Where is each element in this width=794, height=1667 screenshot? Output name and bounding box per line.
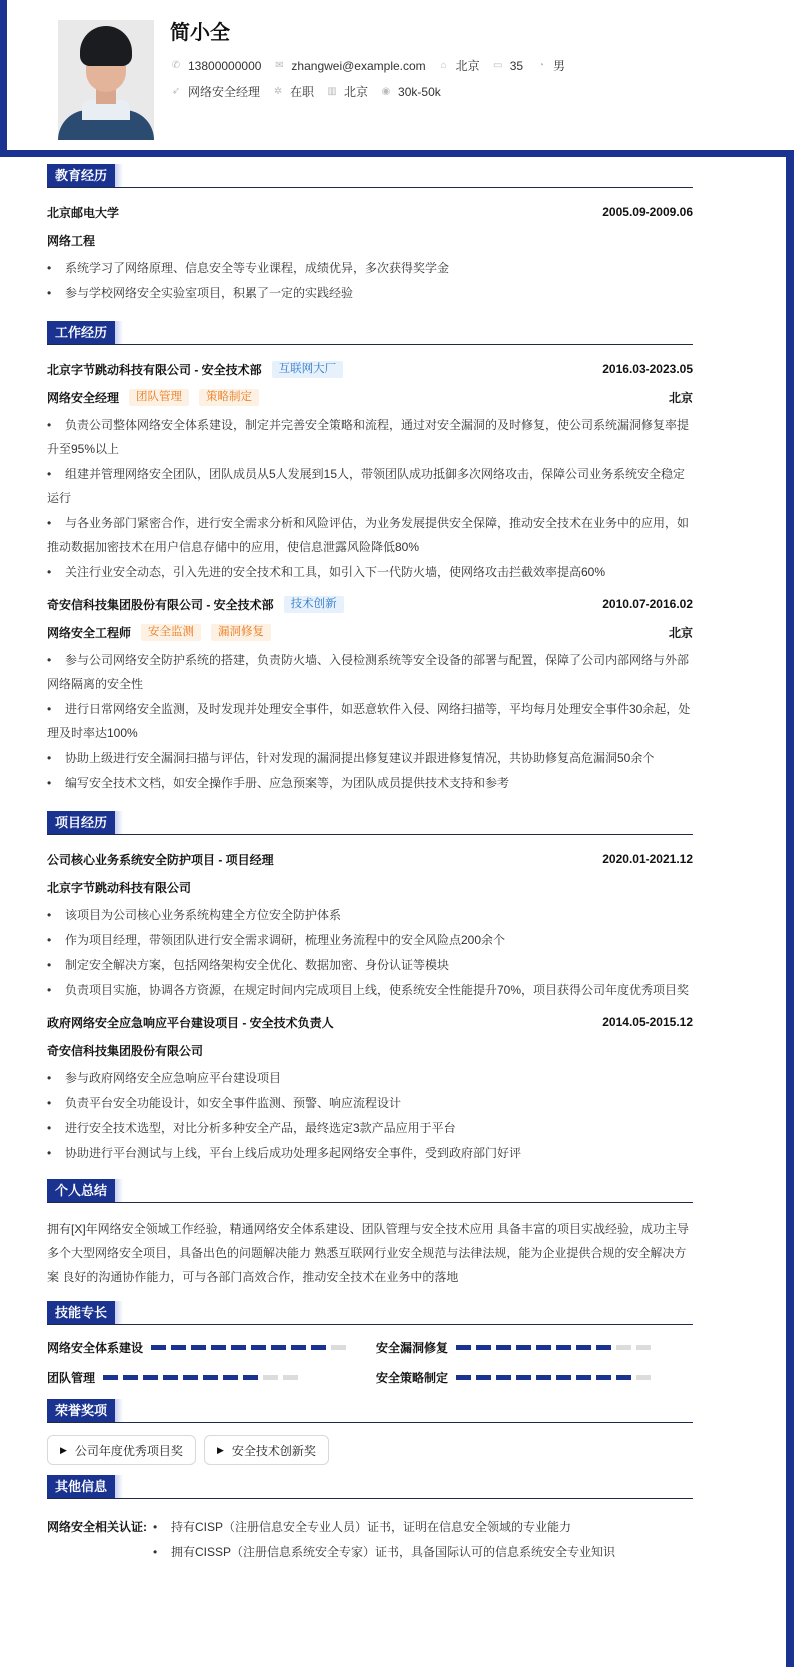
school-name: 北京邮电大学 <box>47 205 120 220</box>
frame-right-border <box>786 150 794 1667</box>
work-company-row <box>47 355 693 383</box>
skill-segment <box>263 1375 278 1380</box>
education-period: 2005.09-2009.06 <box>602 205 693 219</box>
project-bullets <box>47 1066 693 1165</box>
skill-segment <box>456 1375 471 1380</box>
avatar-photo <box>58 20 154 140</box>
skill-segment <box>516 1375 531 1380</box>
job-intent-row <box>170 83 453 100</box>
list-item: • 作为项目经理，带领团队进行安全需求调研，梳理业务流程中的安全风险点200余个 <box>47 928 693 952</box>
position-title: 网络安全经理 <box>47 390 120 405</box>
skill-level-bar <box>456 1345 656 1350</box>
skill-level-bar <box>151 1345 351 1350</box>
list-item: • 系统学习了网络原理、信息安全等专业课程，成绩优异，多次获得奖学金 <box>47 256 693 280</box>
work-position-row <box>47 383 693 411</box>
skill-segment <box>576 1345 591 1350</box>
job-status: ✲ 在职 <box>273 85 315 99</box>
skill-segment <box>496 1345 511 1350</box>
other-section <box>47 1475 693 1565</box>
job-salary: ◉ 30k-50k <box>381 84 441 99</box>
education-bullets <box>47 256 693 305</box>
summary-text: 拥有[X]年网络安全领域工作经验，精通网络安全体系建设、团队管理与安全技术应用 具备丰富的项目实战经验，成功主导多个大型网络安全项目，具备出色的问题解决能力 熟悉互联网行业安全规范与法律法规，能为企业提供合规的安全解决方案 良好的沟通协作能力，可与各部门高效合作，推动安全技术在业务中的落地 <box>47 1222 690 1284</box>
skill-segment <box>203 1375 218 1380</box>
skill-segment <box>291 1345 306 1350</box>
award-chip: ▶ 公司年度优秀项目奖 <box>47 1435 196 1465</box>
section-title: 教育经历 <box>47 164 115 187</box>
work-bullets <box>47 413 693 584</box>
skill-segment <box>151 1345 166 1350</box>
work-location: 北京 <box>668 625 693 640</box>
certifications-label: 网络安全相关认证: <box>47 1520 147 1534</box>
skill-segment <box>163 1375 178 1380</box>
salary-icon: ◉ <box>381 86 391 97</box>
skill-segment <box>103 1375 118 1380</box>
work-location: 北京 <box>668 390 693 405</box>
work-period: 2016.03-2023.05 <box>602 362 693 376</box>
job-city: ▥ 北京 <box>327 85 369 99</box>
skill-segment <box>596 1375 611 1380</box>
skill-segment <box>211 1345 226 1350</box>
project-name: 政府网络安全应急响应平台建设项目 - 安全技术负责人 <box>47 1015 334 1030</box>
send-icon: ➶ <box>171 86 181 97</box>
home-icon: ⌂ <box>440 60 447 71</box>
skill-item: 网络安全体系建设 <box>47 1335 376 1359</box>
skill-segment <box>271 1345 286 1350</box>
project-name: 公司核心业务系统安全防护项目 - 项目经理 <box>47 852 274 867</box>
frame-left-border <box>0 0 7 157</box>
list-item: • 协助上级进行安全漏洞扫描与评估，针对发现的漏洞提出修复建议并跟进修复情况，共协助修复高危漏洞50余个 <box>47 746 693 770</box>
contact-row <box>170 57 577 74</box>
project-period: 2014.05-2015.12 <box>602 1015 693 1029</box>
list-item: • 组建并管理网络安全团队，团队成员从5人发展到15人，带领团队成功抵御多次网络攻击，保障公司业务系统安全稳定运行 <box>47 462 693 510</box>
awards-section <box>47 1399 693 1465</box>
work-company-row <box>47 590 693 618</box>
skills-grid <box>47 1335 693 1389</box>
list-item: • 协助进行平台测试与上线，平台上线后成功处理多起网络安全事件，受到政府部门好评 <box>47 1141 693 1165</box>
skill-segment <box>476 1375 491 1380</box>
skill-segment <box>123 1375 138 1380</box>
list-item: • 负责公司整体网络安全体系建设，制定并完善安全策略和流程，通过对安全漏洞的及时修复，使公司系统漏洞修复率提升至95%以上 <box>47 413 693 461</box>
skill-tag: 漏洞修复 <box>211 624 271 641</box>
skill-segment <box>311 1345 326 1350</box>
skill-segment <box>331 1345 346 1350</box>
skill-segment <box>223 1375 238 1380</box>
projects-section <box>47 811 693 1165</box>
major: 网络工程 <box>47 233 96 248</box>
skill-segment <box>596 1345 611 1350</box>
work-position-row <box>47 618 693 646</box>
project-company: 奇安信科技集团股份有限公司 <box>47 1043 204 1058</box>
play-triangle-icon: ▶ <box>60 1444 67 1455</box>
skill-segment <box>616 1375 631 1380</box>
company-name: 奇安信科技集团股份有限公司 - 安全技术部 <box>47 597 274 612</box>
list-item: • 制定安全解决方案，包括网络架构安全优化、数据加密、身份认证等模块 <box>47 953 693 977</box>
section-title: 项目经历 <box>47 811 115 834</box>
project-row <box>47 845 693 873</box>
contact-phone: ✆ 13800000000 <box>171 58 262 73</box>
skill-tag: 团队管理 <box>129 389 189 406</box>
project-period: 2020.01-2021.12 <box>602 852 693 866</box>
age-icon: ▭ <box>492 60 503 71</box>
skill-segment <box>231 1345 246 1350</box>
contact-city: ⌂ 北京 <box>438 57 480 74</box>
skill-tag: 策略制定 <box>199 389 259 406</box>
certifications <box>47 1509 693 1565</box>
list-item: • 参与公司网络安全防护系统的搭建，负责防火墙、入侵检测系统等安全设备的部署与配置，保障了公司内部网络与外部网络隔离的安全性 <box>47 648 693 696</box>
education-section <box>47 164 693 305</box>
work-period: 2010.07-2016.02 <box>602 597 693 611</box>
project-bullets <box>47 903 693 1002</box>
company-tag: 技术创新 <box>284 596 344 613</box>
skill-tag: 安全监测 <box>141 624 201 641</box>
skill-item: 安全策略制定 <box>376 1365 693 1389</box>
job-position: ➶ 网络安全经理 <box>171 85 261 99</box>
contact-email: ✉ zhangwei@example.com <box>275 58 426 73</box>
contact-gender: ◔ 男 <box>535 57 565 74</box>
skill-segment <box>536 1375 551 1380</box>
skill-segment <box>556 1375 571 1380</box>
list-item: • 负责平台安全功能设计，如安全事件监测、预警、响应流程设计 <box>47 1091 693 1115</box>
skill-segment <box>496 1375 511 1380</box>
gender-icon: ◔ <box>538 60 545 71</box>
skill-segment <box>536 1345 551 1350</box>
list-item: • 持有CISP（注册信息安全专业人员）证书，证明在信息安全领域的专业能力 <box>147 1515 615 1539</box>
skill-item: 团队管理 <box>47 1365 376 1389</box>
skill-segment <box>616 1345 631 1350</box>
list-item: • 关注行业安全动态，引入先进的安全技术和工具，如引入下一代防火墙，使网络攻击拦截效率提高60% <box>47 560 693 584</box>
education-row <box>47 198 693 226</box>
list-item: • 与各业务部门紧密合作，进行安全需求分析和风险评估，为业务发展提供安全保障，推动安全技术在业务中的应用，如推动数据加密技术在用户信息存储中的应用，使信息泄露风险降低80% <box>47 511 693 559</box>
summary-section <box>47 1179 693 1289</box>
section-title: 个人总结 <box>47 1179 115 1202</box>
skill-segment <box>183 1375 198 1380</box>
skill-segment <box>516 1345 531 1350</box>
section-title: 工作经历 <box>47 321 115 344</box>
skill-level-bar <box>103 1375 303 1380</box>
skill-segment <box>191 1345 206 1350</box>
work-bullets <box>47 648 693 795</box>
frame-header-divider <box>0 150 794 157</box>
list-item: • 该项目为公司核心业务系统构建全方位安全防护体系 <box>47 903 693 927</box>
section-title: 其他信息 <box>47 1475 115 1498</box>
phone-icon: ✆ <box>171 60 181 71</box>
list-item: • 编写安全技术文档，如安全操作手册、应急预案等，为团队成员提供技术支持和参考 <box>47 771 693 795</box>
play-triangle-icon: ▶ <box>216 1444 224 1455</box>
list-item: • 进行安全技术选型，对比分析多种安全产品，最终选定3款产品应用于平台 <box>47 1116 693 1140</box>
list-item: • 进行日常网络安全监测，及时发现并处理安全事件，如恶意软件入侵、网络扫描等，平均每月处理安全事件30余起，处理及时率达100% <box>47 697 693 745</box>
skill-level-bar <box>456 1375 656 1380</box>
section-title: 技能专长 <box>47 1301 115 1324</box>
project-company: 北京字节跳动科技有限公司 <box>47 880 192 895</box>
company-tag: 互联网大厂 <box>272 361 344 378</box>
candidate-name: 简小全 <box>170 22 230 44</box>
section-title: 荣誉奖项 <box>47 1399 115 1422</box>
skill-segment <box>283 1375 298 1380</box>
skill-segment <box>171 1345 186 1350</box>
skill-item: 安全漏洞修复 <box>376 1335 693 1359</box>
list-item: • 负责项目实施，协调各方资源，在规定时间内完成项目上线，使系统安全性能提升70%，项目获得公司年度优秀项目奖 <box>47 978 693 1002</box>
skill-segment <box>476 1345 491 1350</box>
status-icon: ✲ <box>273 86 283 97</box>
skills-section <box>47 1301 693 1389</box>
resume-body <box>47 164 693 1565</box>
skill-segment <box>143 1375 158 1380</box>
work-section <box>47 321 693 795</box>
skill-segment <box>251 1345 266 1350</box>
skill-segment <box>636 1345 651 1350</box>
resume-header <box>7 0 794 150</box>
skill-segment <box>556 1345 571 1350</box>
awards-list <box>47 1433 693 1465</box>
skill-segment <box>576 1375 591 1380</box>
list-item: • 参与政府网络安全应急响应平台建设项目 <box>47 1066 693 1090</box>
certifications-list <box>147 1515 615 1565</box>
building-icon: ▥ <box>327 86 337 97</box>
skill-segment <box>636 1375 651 1380</box>
skill-segment <box>456 1345 471 1350</box>
position-title: 网络安全工程师 <box>47 625 132 640</box>
company-name: 北京字节跳动科技有限公司 - 安全技术部 <box>47 362 262 377</box>
list-item: • 参与学校网络安全实验室项目，积累了一定的实践经验 <box>47 281 693 305</box>
project-row <box>47 1008 693 1036</box>
mail-icon: ✉ <box>275 60 284 71</box>
contact-age: ▭ 35 <box>492 58 524 73</box>
award-chip: ▶ 安全技术创新奖 <box>204 1435 329 1465</box>
skill-segment <box>243 1375 258 1380</box>
list-item: • 拥有CISSP（注册信息系统安全专家）证书，具备国际认可的信息系统安全专业知识 <box>147 1540 615 1564</box>
